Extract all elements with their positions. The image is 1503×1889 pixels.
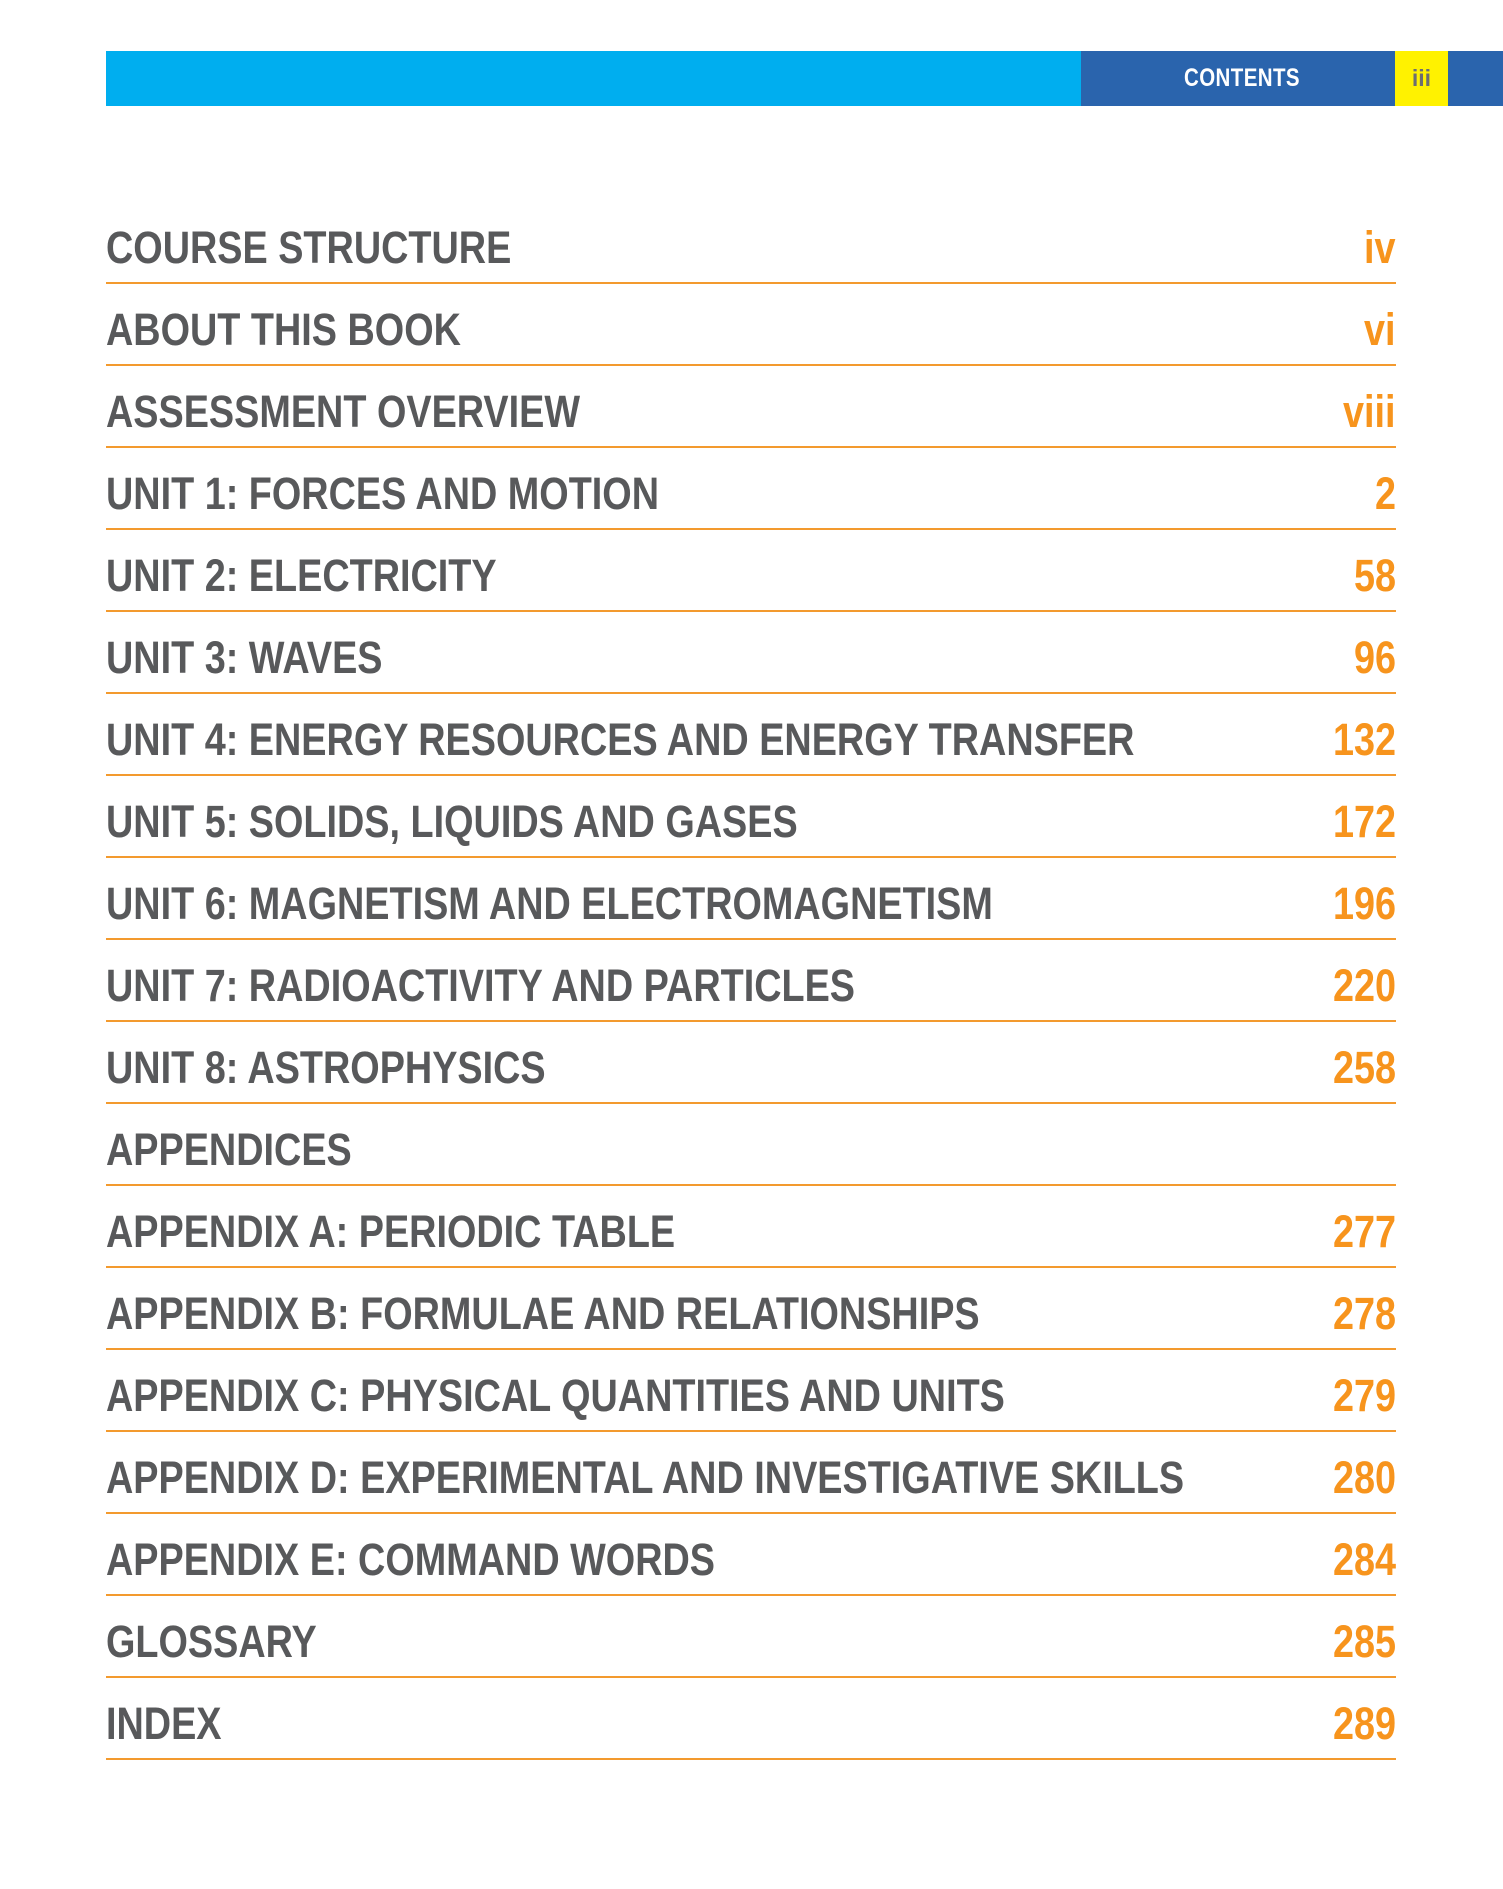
toc-entry-page-number: 278 <box>1332 1288 1396 1339</box>
toc-entry[interactable] <box>106 1517 1396 1596</box>
toc-entry-page-number: 96 <box>1353 632 1396 683</box>
toc-entry-page-number: 196 <box>1332 878 1396 929</box>
toc-entry[interactable] <box>106 943 1396 1022</box>
table-of-contents <box>106 205 1396 1763</box>
toc-entry[interactable] <box>106 287 1396 366</box>
toc-entry[interactable] <box>106 1271 1396 1350</box>
toc-entry[interactable] <box>106 1599 1396 1678</box>
toc-entry[interactable] <box>106 779 1396 858</box>
toc-entry[interactable] <box>106 451 1396 530</box>
toc-entry-page-number: 2 <box>1374 468 1396 519</box>
section-label: CONTENTS <box>1183 64 1301 92</box>
toc-entry-title: APPENDIX E: COMMAND WORDS <box>106 1534 716 1585</box>
toc-entry-title: UNIT 6: MAGNETISM AND ELECTROMAGNETISM <box>106 878 993 929</box>
toc-entry-title: APPENDIX C: PHYSICAL QUANTITIES AND UNITS <box>106 1370 1005 1421</box>
toc-entry-title: UNIT 1: FORCES AND MOTION <box>106 468 659 519</box>
toc-entry-page-number: 284 <box>1332 1534 1396 1585</box>
toc-entry-page-number: 277 <box>1332 1206 1396 1257</box>
toc-entry[interactable] <box>106 205 1396 284</box>
header-bar <box>106 51 1503 106</box>
header-bar-light-segment <box>106 51 1081 106</box>
toc-entry-page-number: vi <box>1364 304 1396 355</box>
toc-entry-title: GLOSSARY <box>106 1616 317 1667</box>
toc-entry-title: UNIT 7: RADIOACTIVITY AND PARTICLES <box>106 960 856 1011</box>
toc-entry-title: UNIT 3: WAVES <box>106 632 383 683</box>
toc-entry-title: COURSE STRUCTURE <box>106 222 512 273</box>
toc-entry-page-number: iv <box>1364 222 1396 273</box>
toc-entry-title: APPENDICES <box>106 1124 352 1175</box>
toc-entry[interactable] <box>106 369 1396 448</box>
toc-entry[interactable] <box>106 861 1396 940</box>
toc-entry[interactable] <box>106 1435 1396 1514</box>
toc-entry-title: ABOUT THIS BOOK <box>106 304 461 355</box>
toc-entry-page-number: 258 <box>1332 1042 1396 1093</box>
toc-entry-title: UNIT 4: ENERGY RESOURCES AND ENERGY TRANSFER <box>106 714 1135 765</box>
page-number: iii <box>1395 51 1448 106</box>
toc-entry-page-number: 220 <box>1332 960 1396 1011</box>
toc-entry-page-number: 132 <box>1332 714 1396 765</box>
toc-entry-page-number: 289 <box>1332 1698 1396 1749</box>
toc-entry-page-number: viii <box>1343 386 1396 437</box>
toc-entry-page-number: 58 <box>1353 550 1396 601</box>
toc-entry[interactable] <box>106 697 1396 776</box>
toc-entry-title: UNIT 8: ASTROPHYSICS <box>106 1042 546 1093</box>
toc-entry[interactable] <box>106 615 1396 694</box>
toc-entry[interactable] <box>106 1681 1396 1760</box>
toc-entry-page-number: 285 <box>1332 1616 1396 1667</box>
toc-entry[interactable] <box>106 1107 1396 1186</box>
toc-entry-page-number: 279 <box>1332 1370 1396 1421</box>
toc-entry-title: ASSESSMENT OVERVIEW <box>106 386 580 437</box>
toc-entry-title: UNIT 5: SOLIDS, LIQUIDS AND GASES <box>106 796 798 847</box>
toc-entry[interactable] <box>106 1353 1396 1432</box>
toc-entry-title: APPENDIX A: PERIODIC TABLE <box>106 1206 676 1257</box>
toc-entry-title: APPENDIX D: EXPERIMENTAL AND INVESTIGATIVE SKILLS <box>106 1452 1185 1503</box>
toc-entry-title: UNIT 2: ELECTRICITY <box>106 550 497 601</box>
toc-entry-title: APPENDIX B: FORMULAE AND RELATIONSHIPS <box>106 1288 980 1339</box>
toc-entry[interactable] <box>106 1189 1396 1268</box>
toc-entry-page-number: 280 <box>1332 1452 1396 1503</box>
toc-entry-page-number: 172 <box>1332 796 1396 847</box>
toc-entry[interactable] <box>106 533 1396 612</box>
toc-entry[interactable] <box>106 1025 1396 1104</box>
toc-entry-title: INDEX <box>106 1698 222 1749</box>
